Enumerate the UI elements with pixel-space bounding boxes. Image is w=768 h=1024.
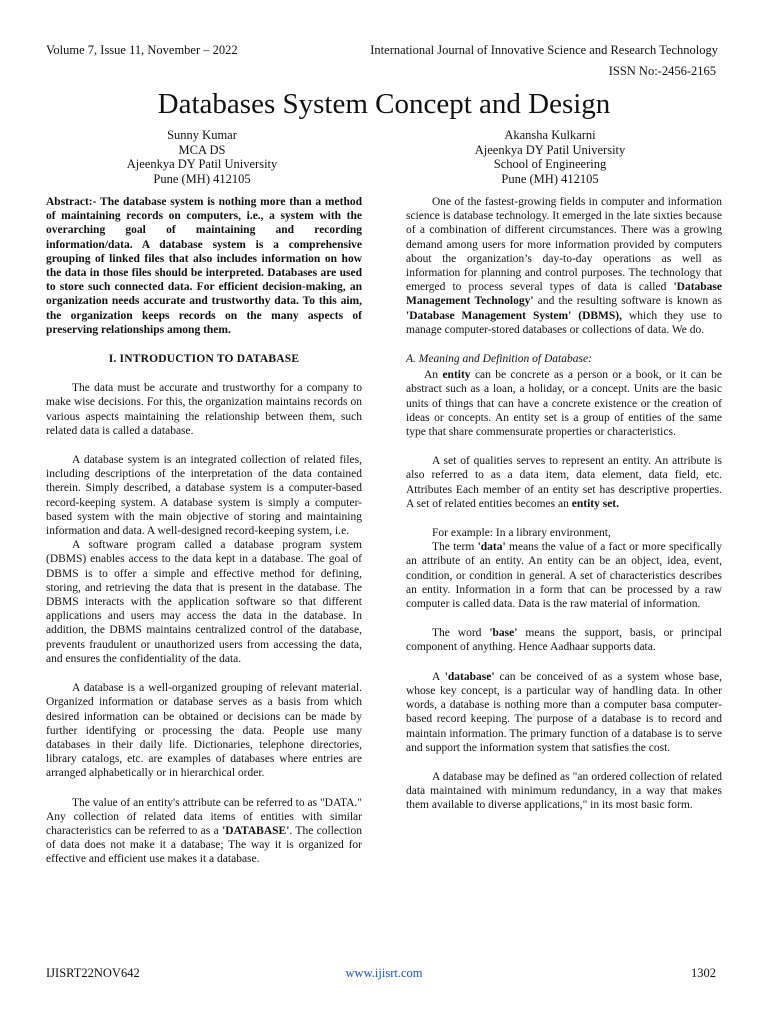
paragraph (406, 368, 722, 439)
paragraph (406, 670, 722, 755)
text-run: A set of qualities serves to represent an entity. An attribute is also referred to as a data item, data element, data field, etc. Attributes Each member of an entity set has descriptive properties. A set of related entities becomes an (406, 455, 722, 510)
author-block-2 (400, 128, 700, 186)
author-line: Ajeenkya DY Patil University (126, 157, 278, 171)
bold-term: 'database' (444, 670, 495, 683)
paragraph (406, 454, 722, 511)
author-name: Sunny Kumar (167, 128, 237, 142)
bold-term: 'Database Management Technology' (406, 281, 722, 308)
bold-term: 'base' (489, 627, 518, 640)
left-column (46, 195, 362, 882)
text-run: can be conceived of as a system whose base, whose key concept, is a particular way of handling data. In other words, a database is nothing more than a computer basa computer-based record keeping. The purpose of a database is to record and maintain information. The primary function of a database is to serve and support the information system that satisfies the cost. (406, 670, 722, 754)
header-journal: International Journal of Innovative Science and Research Technology (370, 43, 718, 57)
bold-term: entity set. (571, 497, 619, 510)
subsection-heading: A. Meaning and Definition of Database: (406, 353, 592, 366)
text-run: can be concrete as a person or a book, or it can be abstract such as a loan, a holiday, or a concept. Units are the basic units of things that can have a concrete existence or the creation of ideas or concepts. An entity set is a group of entities of the same type that share commensurate properties or characteristics. (406, 369, 722, 439)
text-run: The value of an entity's attribute can be referred to as "DATA." Any collection of related data items of entities with similar characteristics can be referred to as a (46, 796, 362, 837)
author-line: Pune (MH) 412105 (501, 171, 599, 186)
paragraph: A software program called a database program system (DBMS) enables access to the data kept in a database. The goal of DBMS is to offer a simple and effective method for defining, storing, and retrieving the data that is present in the database. The DBMS interacts with the application software so that different applications and users may access the data in the database. In addition, the DBMS maintains centralized control of the database, prevents fraudulent or unauthorized users from accessing the data, and ensures the confidentiality of the data. (46, 539, 362, 665)
text-run: A (432, 670, 445, 683)
bold-term: 'DATABASE' (222, 824, 290, 837)
paragraph: For example: In a library environment, (432, 527, 611, 540)
text-run: An (424, 369, 443, 382)
header-issn: ISSN No:-2456-2165 (608, 64, 716, 78)
author-block-1 (52, 128, 352, 186)
paragraph (46, 796, 362, 867)
bold-term: 'data' (477, 541, 506, 554)
paragraph (406, 195, 722, 337)
text-run: means the support, basis, or principal component of anything. Hence Aadhaar supports data. (406, 627, 722, 654)
header-volume: Volume 7, Issue 11, November – 2022 (46, 43, 238, 57)
paragraph (406, 626, 722, 654)
footer-url-link[interactable]: www.ijisrt.com (345, 966, 423, 980)
right-column (406, 195, 722, 828)
author-line: Ajeenkya DY Patil University (474, 142, 626, 157)
author-name: Akansha Kulkarni (504, 128, 596, 142)
bold-term: entity (442, 369, 471, 382)
paragraph: A database system is an integrated collection of related files, including descriptions of the interpretation of the data contained therein. Simply described, a database system is a computer-based record-keeping system. A database system is simply a computer-based system with the main objective of storing and maintaining information and data. A well-designed record-keeping system, i.e. (46, 454, 362, 538)
abstract: Abstract:- The database system is nothing more than a method of maintaining records on computers, i.e., a system with the overarching goal of maintaining and recording information/data. A database system is a comprehensive grouping of linked files that also includes information on how the data in those files should be interpreted. Databases are used to store such connected data. For efficient decision-making, an organization needs accurate and trustworthy data. To this aim, the organization keeps records on the many aspects of preserving relationships among them. (46, 196, 362, 336)
text-run: One of the fastest-growing fields in computer and information science is database technology. It emerged in the late sixties because of a combination of different circumstances. There was a growing demand among users for more information provided by computers about the organization’s day-to-day operations as well as information for planning and control purposes. The technology that emerged to process several types of data is called (406, 196, 722, 294)
paragraph: A database may be defined as "an ordered collection of related data maintained with minimum redundancy, in a way that makes them available to diverse applications," in its most basic form. (406, 770, 722, 812)
author-line: School of Engineering (493, 157, 607, 171)
paper-title: Databases System Concept and Design (157, 88, 611, 120)
author-line: Pune (MH) 412105 (153, 171, 251, 186)
paragraph: The data must be accurate and trustworthy for a company to make wise decisions. For this, the organization maintains records on various aspects maintaining the relationship between them, such related data is called a database. (46, 382, 362, 437)
paragraph (406, 540, 722, 611)
text-run: The term (432, 541, 478, 554)
paragraph: A database is a well-organized grouping of relevant material. Organized information or database serves as a basis from which desired information can be obtained or decisions can be made by further identifying or processing the data. People use many databases in their daily life. Dictionaries, telephone directories, library catalogs, etc. are examples of databases where entries are arranged alphabetically or in hierarchical order. (46, 682, 362, 780)
footer-paper-id: IJISRT22NOV642 (46, 966, 140, 980)
text-run: . The collection of data does not make it a database; The way it is organized for effective and efficient use makes it a database. (46, 824, 363, 866)
text-run: which they use to manage computer-stored databases or collections of data. We do. (406, 309, 722, 336)
bold-term: 'Database Management System' (DBMS), (406, 309, 623, 322)
footer-page-number: 1302 (691, 966, 716, 980)
text-run: means the value of a fact or more specifically an attribute of an entity. An entity can be an object, idea, event, condition, or condition in general. A set of characteristics describes an entity. Information in a form that can be processed by a raw computer is called data. Data is the raw material of information. (406, 541, 723, 611)
author-line: MCA DS (178, 142, 226, 157)
text-run: and the resulting software is known as (533, 295, 722, 308)
section-heading: I. INTRODUCTION TO DATABASE (108, 353, 300, 366)
text-run: The word (432, 627, 490, 640)
